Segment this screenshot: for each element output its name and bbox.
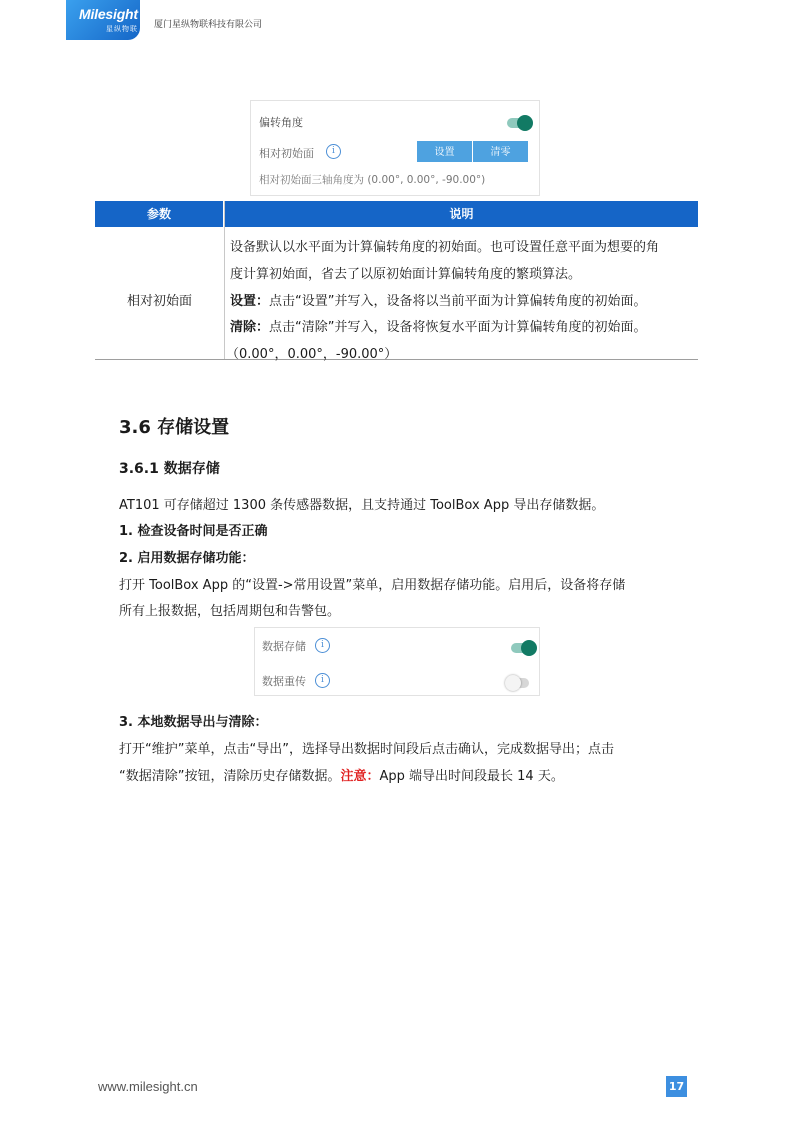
yaw-angle-panel [250, 100, 540, 196]
data-storage-toggle[interactable] [511, 643, 533, 653]
step-3: 3. 本地数据导出与清除： [119, 715, 268, 730]
data-retransmit-toggle[interactable] [507, 678, 529, 688]
yaw-angle-toggle[interactable] [507, 118, 529, 128]
table-header-desc: 说明 [225, 201, 698, 227]
desc-set-label: 设置： [230, 294, 270, 309]
desc-clear-label: 清除： [230, 320, 270, 335]
desc-clear-line [230, 316, 647, 335]
step-2: 2. 启用数据存储功能： [119, 551, 255, 566]
table-cell-param: 相对初始面 [126, 294, 192, 309]
yaw-angle-title: 偏转角度 [259, 116, 303, 129]
footer-url: www.milesight.cn [98, 1079, 198, 1094]
step-3-text-1: 打开“维护”菜单，点击“导出”，选择导出数据时间段后点击确认，完成数据导出；点击 [119, 742, 614, 757]
info-icon[interactable]: i [326, 144, 341, 159]
desc-clear-text: 点击“清除”并写入，设备将恢复水平面为计算偏转角度的初始面。 [269, 320, 647, 335]
logo-wordmark: Milesight [79, 6, 138, 22]
logo-subtitle: 星纵物联 [106, 25, 138, 33]
step-1: 1. 检查设备时间是否正确 [119, 524, 268, 539]
subsection-heading: 3.6.1 数据存储 [119, 461, 220, 477]
step-3-text-2 [119, 765, 564, 784]
intro-text: AT101 可存储超过 1300 条传感器数据，且支持通过 ToolBox App 导出存储数据。 [119, 498, 605, 513]
step-2-text-1: 打开 ToolBox App 的“设置->常用设置”菜单，启用数据存储功能。启用后，设备将存储 [119, 578, 626, 593]
relative-plane-label: 相对初始面 [259, 147, 314, 160]
company-name: 厦门星纵物联科技有限公司 [154, 20, 263, 30]
step-2-text-2: 所有上报数据，包括周期包和告警包。 [119, 604, 341, 619]
step-3-text-2b: App 端导出时间段最长 14 天。 [379, 769, 564, 784]
note-label: 注意： [340, 769, 380, 784]
storage-settings-panel [254, 627, 540, 696]
info-icon[interactable]: i [315, 638, 330, 653]
data-storage-label: 数据存储 [262, 640, 306, 653]
desc-line-1: 设备默认以水平面为计算偏转角度的初始面。也可设置任意平面为想要的角 [230, 240, 660, 255]
toggle-knob [521, 640, 537, 656]
table-header-param: 参数 [95, 201, 223, 227]
company-logo [66, 0, 140, 40]
data-retransmit-label: 数据重传 [262, 675, 306, 688]
toggle-knob [517, 115, 533, 131]
clear-button[interactable]: 清零 [473, 141, 528, 162]
desc-last-line: （0.00°，0.00°，-90.00°） [226, 347, 398, 362]
table-column-divider [224, 201, 225, 359]
desc-line-2: 度计算初始面，省去了以原初始面计算偏转角度的繁琐算法。 [230, 267, 582, 282]
desc-set-text: 点击“设置”并写入，设备将以当前平面为计算偏转角度的初始面。 [269, 294, 647, 309]
toggle-knob [505, 675, 521, 691]
section-heading: 3.6 存储设置 [119, 417, 230, 438]
page-number: 17 [666, 1076, 687, 1097]
step-3-text-2a: “数据清除”按钮，清除历史存储数据。 [119, 769, 341, 784]
desc-set-line [230, 290, 647, 309]
info-icon[interactable]: i [315, 673, 330, 688]
relative-plane-note: 相对初始面三轴角度为 (0.00°, 0.00°, -90.00°) [259, 174, 486, 186]
set-button[interactable]: 设置 [417, 141, 472, 162]
